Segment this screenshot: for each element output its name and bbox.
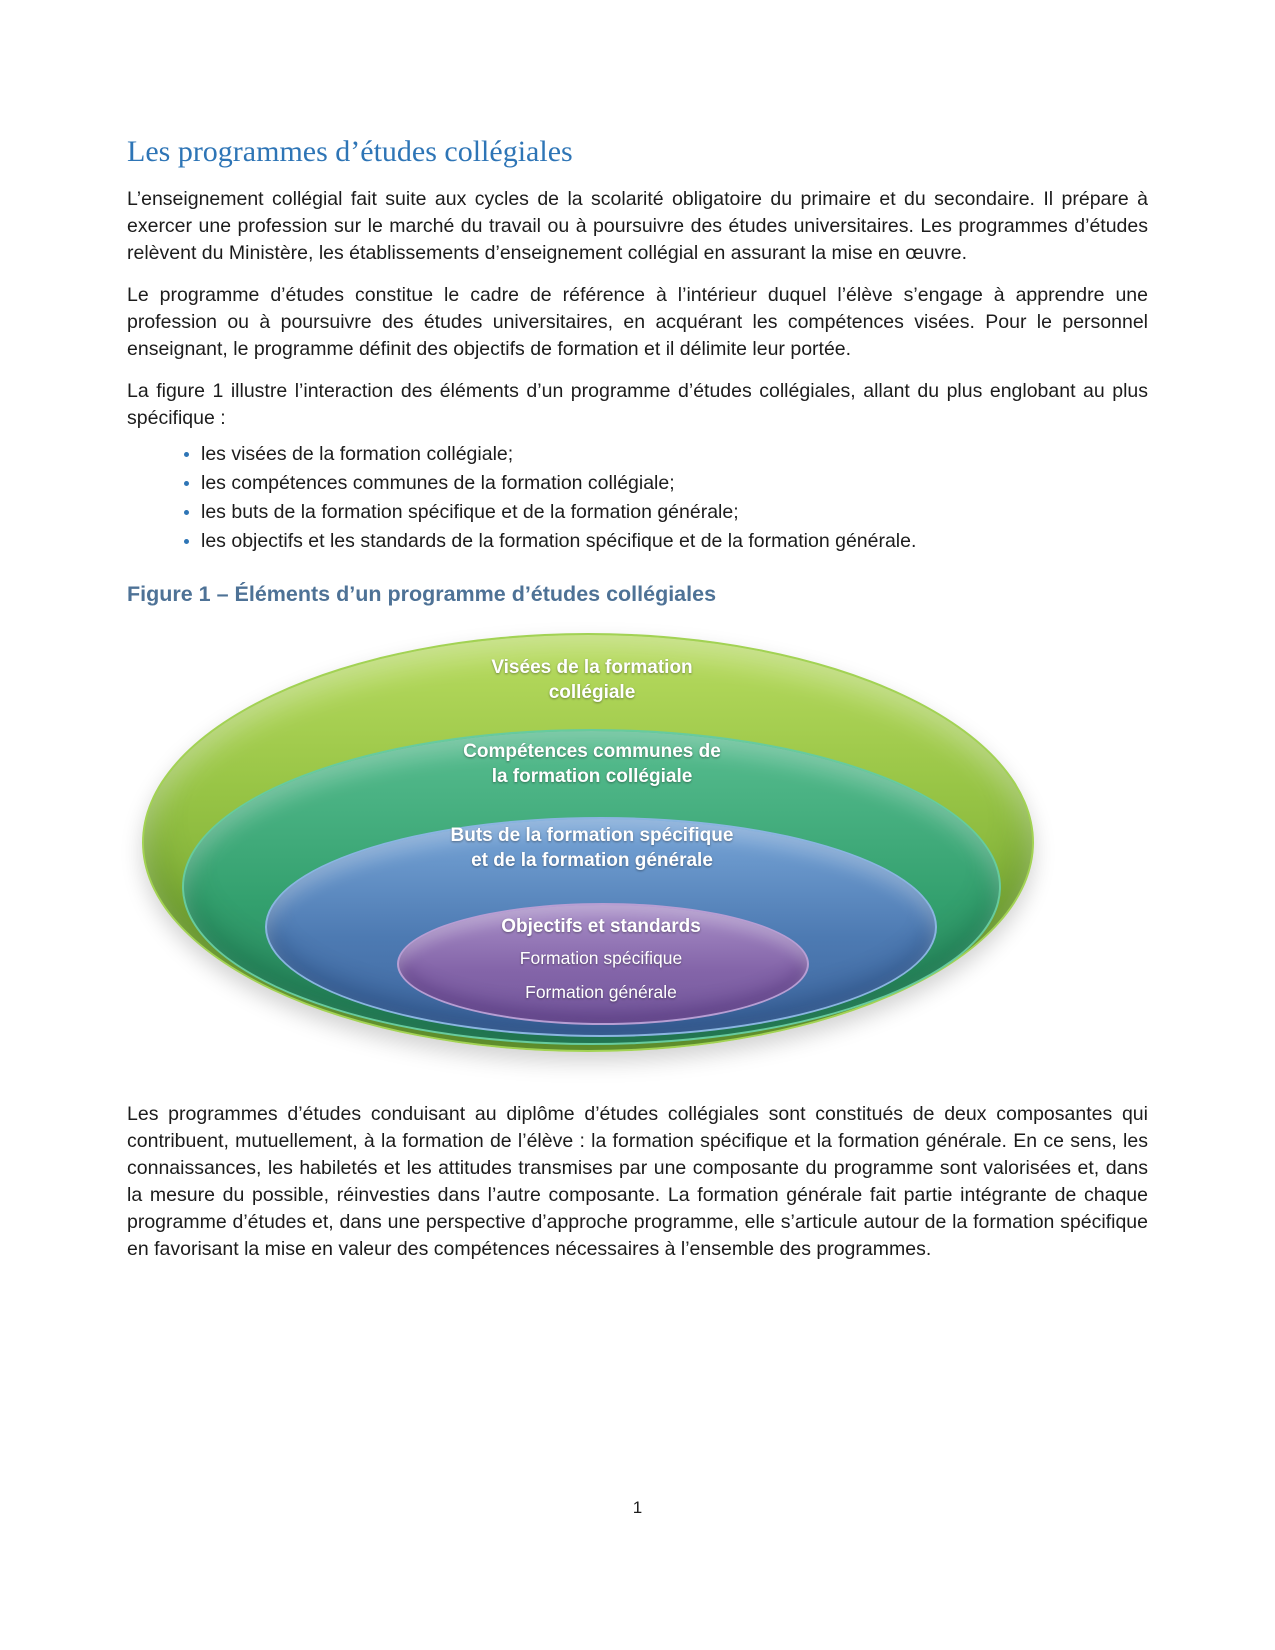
label-buts-line1: Buts de la formation spécifique — [450, 825, 734, 846]
label-objectifs — [397, 914, 805, 1005]
figure-diagram — [127, 633, 1148, 1075]
paragraph-body: Les programmes d’études conduisant au diplôme d’études collégiales sont constitués de deux composantes qui contribuent, mutuellement, à la formation de l’élève : la formation spécifique et la formation générale. En ce sens, les connaissances, les habiletés et les attitudes transmises par une composante du programme sont valorisées et, dans la mesure du possible, réinvesties dans l’autre composante. La formation générale fait partie intégrante de chaque programme d’études et, dans une perspective d’approche programme, elle s’articule autour de la formation spécifique en favorisant la mise en valeur des compétences nécessaires à l’ensemble des programmes. — [127, 1103, 1148, 1260]
label-visees — [292, 655, 892, 705]
document-content — [127, 0, 1148, 1278]
bullet-item-visees: • les visées de la formation collégiale; — [201, 440, 1148, 468]
bullet-item-competences: • les compétences communes de la formation collégiale; — [201, 469, 1148, 497]
label-visees-line2: collégiale — [548, 682, 636, 703]
label-objectifs-sub2: Formation générale — [525, 982, 677, 1002]
bullet-item-buts: • les buts de la formation spécifique et de la formation générale; — [201, 498, 1148, 526]
label-competences — [292, 739, 892, 789]
label-competences-line1: Compétences communes de — [463, 741, 721, 762]
bullet-item-objectifs: • les objectifs et les standards de la formation spécifique et de la formation générale. — [201, 527, 1148, 555]
paragraph-figure-lead: La figure 1 illustre l’interaction des éléments d’un programme d’études collégiales, allant du plus englobant au plus spécifique : — [127, 380, 1148, 429]
label-objectifs-title: Objectifs et standards — [501, 916, 701, 937]
label-objectifs-sub1: Formation spécifique — [519, 948, 683, 968]
label-buts-line2: et de la formation générale — [471, 850, 713, 871]
page-number: 1 — [632, 1498, 643, 1517]
page-title: Les programmes d’études collégiales — [127, 135, 573, 168]
label-competences-line2: la formation collégiale — [491, 766, 693, 787]
label-buts — [292, 823, 892, 873]
label-visees-line1: Visées de la formation — [491, 657, 693, 678]
bullet-list — [127, 440, 1148, 555]
paragraph-intro-1: L’enseignement collégial fait suite aux cycles de la scolarité obligatoire du primaire et du secondaire. Il prépare à exercer une profession sur le marché du travail ou à poursuivre des études universitaires. Les programmes d’études relèvent du Ministère, les établissements d’enseignement collégial en assurant la mise en œuvre. — [127, 188, 1148, 264]
figure-caption: Figure 1 – Éléments d’un programme d’études collégiales — [127, 582, 717, 606]
paragraph-intro-2: Le programme d’études constitue le cadre de référence à l’intérieur duquel l’élève s’engage à apprendre une profession ou à poursuivre des études universitaires, en acquérant les compétences visées. Pour le personnel enseignant, le programme définit des objectifs de formation et il délimite leur portée. — [127, 284, 1148, 360]
